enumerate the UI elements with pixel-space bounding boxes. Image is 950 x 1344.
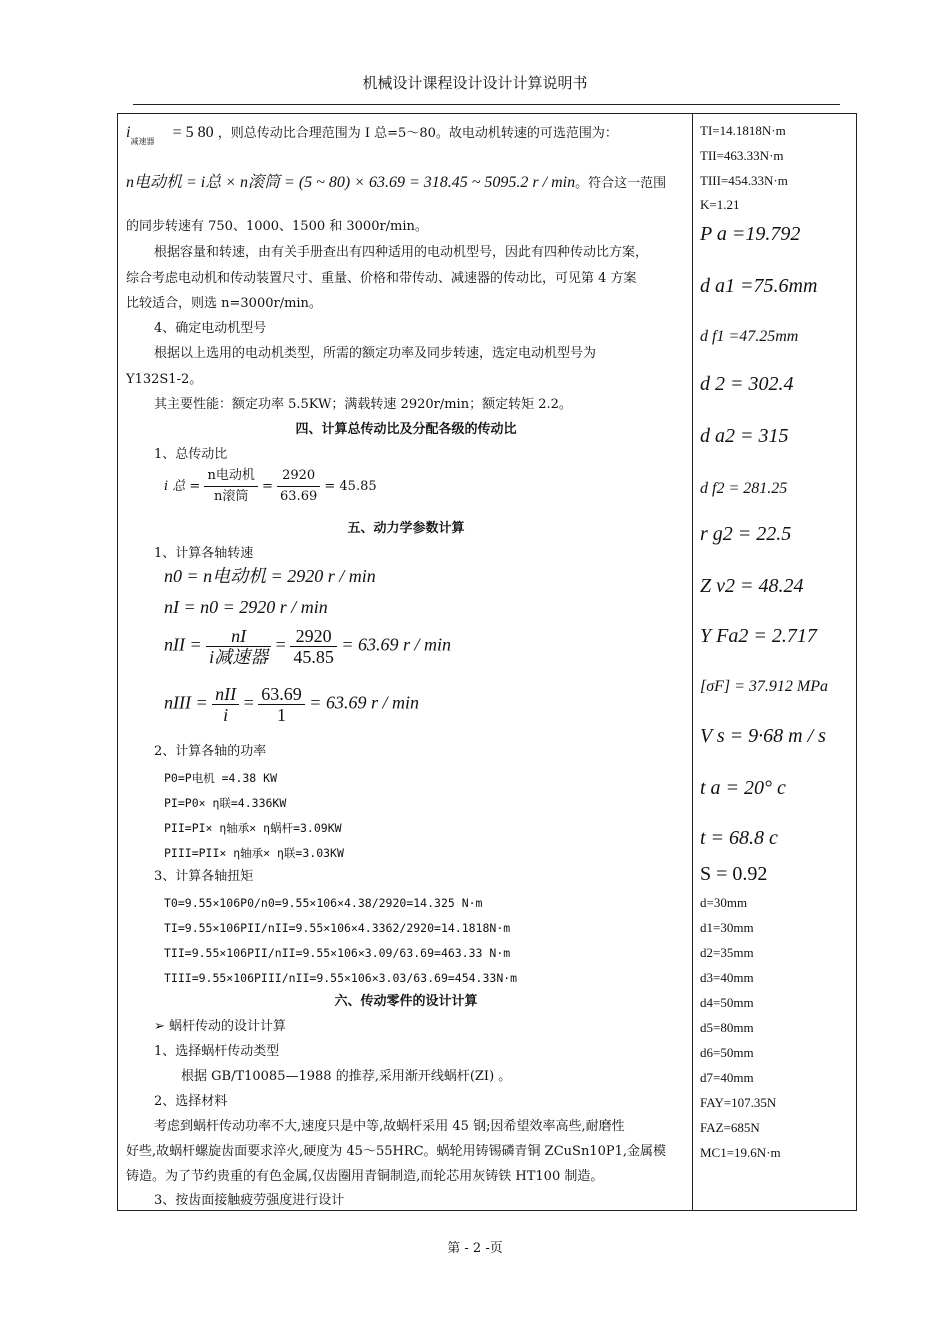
chapter-5-heading: 五、动力学参数计算 bbox=[347, 521, 465, 536]
result-s: S = 0.92 bbox=[700, 863, 768, 885]
result-tI: TI=14.1818N·m bbox=[700, 123, 786, 138]
result-tIII: TIII=454.33N·m bbox=[700, 173, 788, 188]
ratio-num-symbolic: n电动机 bbox=[204, 466, 257, 487]
ratio-den-symbolic: n滚筒 bbox=[213, 489, 249, 504]
speed-nIII-frac2 bbox=[258, 684, 305, 725]
result-tII: TII=463.33N·m bbox=[700, 148, 784, 163]
shaft-power-heading: 2、计算各轴的功率 bbox=[154, 744, 267, 759]
chapter-6-heading: 六、传动零件的设计计算 bbox=[334, 994, 478, 1009]
worm-type-text: 根据 GB/T10085—1988 的推荐,采用渐开线蜗杆(ZI) 。 bbox=[181, 1069, 512, 1084]
result-d4: d4=50mm bbox=[700, 995, 754, 1010]
worm-design-bullet: ➢ 蜗杆传动的设计计算 bbox=[154, 1019, 287, 1034]
result-zv2: Z v2 = 48.24 bbox=[700, 575, 804, 597]
speed-nIII-result: = 63.69 r / min bbox=[309, 692, 419, 713]
power-p0: P0=P电机 =4.38 KW bbox=[164, 771, 278, 785]
result-mc1: MC1=19.6N·m bbox=[700, 1145, 781, 1160]
result-d6: d6=50mm bbox=[700, 1045, 754, 1060]
result-faz: FAZ=685N bbox=[700, 1120, 760, 1135]
speed-nII-result: = 63.69 r / min bbox=[341, 634, 451, 655]
result-d1: d1=30mm bbox=[700, 920, 754, 935]
speed-nII-frac1 bbox=[206, 626, 271, 667]
power-pII: PII=PI× η轴承× η蜗杆=3.09KW bbox=[164, 821, 342, 835]
speed-nIII-num2: 63.69 bbox=[258, 684, 305, 705]
total-ratio-heading: 1、总传动比 bbox=[154, 447, 228, 462]
section-4-heading: 4、确定电动机型号 bbox=[154, 321, 267, 336]
speed-nIII-den2: 1 bbox=[277, 705, 287, 725]
torque-t0: T0=9.55×106P0/n0=9.55×106×4.38/2920=14.325 N·m bbox=[164, 896, 483, 910]
content-table bbox=[117, 113, 857, 1211]
ratio-den-numeric: 63.69 bbox=[280, 489, 318, 504]
ratio-frac-symbolic bbox=[204, 466, 257, 507]
material-text-line-1: 考虑到蜗杆传动功率不大,速度只是中等,故蜗杆采用 45 钢;因希望效率高些,耐磨性 bbox=[154, 1119, 625, 1134]
ratio-range-value: = 5 80 bbox=[172, 124, 214, 141]
symbol-i: i bbox=[126, 124, 131, 141]
speed-nIII-frac1 bbox=[212, 684, 239, 725]
total-ratio-formula: i 总 = $\frac{\text{n电动机}}{\text{n滚筒}}$ = $\frac{2920}{63.69}$ = 45.85 bbox=[164, 466, 377, 507]
shaft-speed-heading: 1、计算各轴转速 bbox=[154, 546, 254, 561]
symbol-sub: 减速器 bbox=[130, 137, 155, 146]
speed-range-line bbox=[126, 174, 666, 193]
column-divider bbox=[692, 114, 693, 1210]
speed-range-text: 。符合这一范围 bbox=[575, 176, 667, 191]
result-df1: d f1 =47.25mm bbox=[700, 328, 799, 345]
paragraph-motor-line-1: 根据容量和转速，由有关手册查出有四种适用的电动机型号，因此有四种传动比方案， bbox=[154, 245, 649, 260]
speed-nII-den1: i减速器 bbox=[209, 647, 269, 667]
material-heading: 2、选择材料 bbox=[154, 1094, 228, 1109]
result-vs: V s = 9·68 m / s bbox=[700, 725, 826, 747]
contact-fatigue-heading: 3、按齿面接触疲劳强度进行设计 bbox=[154, 1193, 345, 1208]
ratio-result: = 45.85 bbox=[324, 479, 377, 494]
result-t: t = 68.8 c bbox=[700, 827, 778, 849]
material-text-line-2: 好些,故蜗杆螺旋齿面要求淬火,硬度为 45～55HRC。蜗轮用铸锡磷青铜 ZCuSn10P1,金属模 bbox=[126, 1144, 667, 1159]
paragraph-model-line-2: Y132S1-2。 bbox=[126, 372, 203, 387]
speed-nIII-den1: i bbox=[223, 705, 229, 725]
power-pIII: PIII=PII× η轴承× η联=3.03KW bbox=[164, 846, 344, 860]
chapter-4-heading: 四、计算总传动比及分配各级的传动比 bbox=[295, 422, 517, 437]
result-d: d=30mm bbox=[700, 895, 748, 910]
result-fay: FAY=107.35N bbox=[700, 1095, 777, 1110]
result-da2: d a2 = 315 bbox=[700, 425, 789, 447]
result-df2: d f2 = 281.25 bbox=[700, 480, 788, 497]
paragraph-motor-line-2: 综合考虑电动机和传动装置尺寸、重量、价格和带传动、减速器的传动比，可见第 4 方案 bbox=[126, 271, 637, 286]
speed-nIII: nIII = $\frac{\text{nII}}{i}$ = $\frac{63.69}{1}$ = 63.69 r / min bbox=[164, 684, 419, 725]
page-header-title: 机械设计课程设计设计计算说明书 bbox=[362, 74, 588, 92]
result-rg2: r g2 = 22.5 bbox=[700, 523, 792, 545]
paragraph-motor-line-3: 比较适合，则选 n=3000r/min。 bbox=[126, 296, 322, 311]
result-d3: d3=40mm bbox=[700, 970, 754, 985]
speed-nII-num1: nI bbox=[206, 626, 271, 647]
speed-nII: nII = $\frac{nI}{\text{i减速器}}$ = $\frac{2920}{45.85}$ = 63.69 r / min bbox=[164, 626, 451, 667]
torque-tII: TII=9.55×106PII/nII=9.55×106×3.09/63.69=463.33 N·m bbox=[164, 946, 511, 960]
speed-n0: n0 = n电动机 = 2920 r / min bbox=[164, 566, 376, 586]
speed-nII-lhs: nII = bbox=[164, 634, 202, 655]
speed-nI: nI = n0 = 2920 r / min bbox=[164, 597, 328, 617]
result-yfa2: Y Fa2 = 2.717 bbox=[700, 625, 817, 647]
result-k: K=1.21 bbox=[700, 197, 740, 212]
paragraph-model-line-1: 根据以上选用的电动机类型，所需的额定功率及同步转速，选定电动机型号为 bbox=[154, 346, 597, 361]
page-number: 第 - 2 -页 bbox=[447, 1241, 503, 1256]
speed-nIII-lhs: nIII = bbox=[164, 692, 208, 713]
header-rule bbox=[133, 104, 840, 105]
torque-tIII: TIII=9.55×106PIII/nII=9.55×106×3.03/63.69=454.33N·m bbox=[164, 971, 518, 985]
ratio-lhs: i 总 = bbox=[164, 479, 201, 494]
worm-type-heading: 1、选择蜗杆传动类型 bbox=[154, 1044, 280, 1059]
speed-nIII-num1: nII bbox=[212, 684, 239, 705]
shaft-torque-heading: 3、计算各轴扭矩 bbox=[154, 869, 254, 884]
result-d7: d7=40mm bbox=[700, 1070, 754, 1085]
result-d2mm: d2=35mm bbox=[700, 945, 754, 960]
result-da1: d a1 =75.6mm bbox=[700, 275, 818, 297]
result-pa: P a =19.792 bbox=[700, 223, 801, 245]
ratio-num-numeric: 2920 bbox=[277, 466, 320, 487]
speed-nII-num2: 2920 bbox=[290, 626, 337, 647]
ratio-frac-numeric bbox=[277, 466, 320, 507]
result-sigma-f: [σF] = 37.912 MPa bbox=[700, 678, 829, 695]
power-pI: PI=P0× η联=4.336KW bbox=[164, 796, 287, 810]
result-d5: d5=80mm bbox=[700, 1020, 754, 1035]
sync-speed-line: 的同步转速有 750、1000、1500 和 3000r/min。 bbox=[126, 219, 428, 234]
ratio-range-line bbox=[126, 124, 618, 151]
speed-range-formula: n电动机 = i总 × n滚筒 = (5 ~ 80) × 63.69 = 318.45 ~ 5095.2 r / min bbox=[126, 174, 576, 191]
result-d2: d 2 = 302.4 bbox=[700, 373, 794, 395]
torque-tI: TI=9.55×106PII/nII=9.55×106×4.3362/2920=14.1818N·m bbox=[164, 921, 511, 935]
ratio-range-text: ，则总传动比合理范围为 I 总=5～80。故电动机转速的可选范围为： bbox=[217, 126, 618, 141]
material-text-line-3: 铸造。为了节约贵重的有色金属,仅齿圈用青铜制造,而轮芯用灰铸铁 HT100 制造。 bbox=[126, 1169, 604, 1184]
speed-nII-den2: 45.85 bbox=[293, 647, 334, 667]
paragraph-performance: 其主要性能：额定功率 5.5KW；满载转速 2920r/min；额定转矩 2.2。 bbox=[154, 397, 572, 412]
speed-nII-frac2 bbox=[290, 626, 337, 667]
result-ta: t a = 20° c bbox=[700, 777, 786, 799]
